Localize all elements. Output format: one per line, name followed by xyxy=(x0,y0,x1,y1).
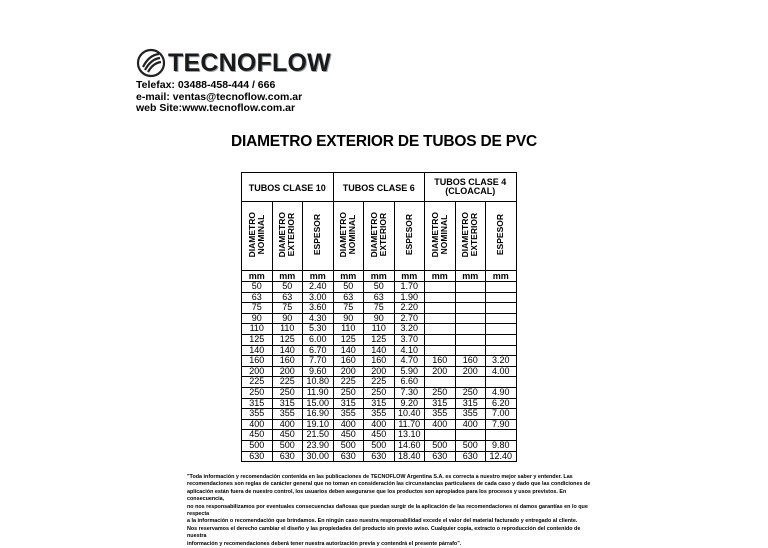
table-cell: 250 xyxy=(364,387,395,398)
table-cell: 7.00 xyxy=(486,409,517,420)
table-cell: 200 xyxy=(333,366,364,377)
table-cell: 12.40 xyxy=(486,451,517,462)
telefax-line: Telefax: 03488-458-444 / 666 xyxy=(136,79,276,91)
table-cell: 160 xyxy=(272,356,303,367)
table-cell: 4.00 xyxy=(486,366,517,377)
table-cell: 225 xyxy=(364,377,395,388)
table-cell: 13.10 xyxy=(394,430,425,441)
table-cell: 110 xyxy=(272,324,303,335)
table-cell: 400 xyxy=(242,419,273,430)
table-cell: 315 xyxy=(272,398,303,409)
table-row xyxy=(242,324,517,335)
table-cell: 315 xyxy=(364,398,395,409)
table-cell: 355 xyxy=(272,409,303,420)
unit-cell: mm xyxy=(242,271,273,282)
table-cell xyxy=(486,377,517,388)
table-cell: 3.60 xyxy=(303,303,334,314)
disclaimer-line: no nos responsabilizamos por eventuales consecuencias dañosas que puedan surgir de la aplicación de las recomendaciones ni damos garantías en lo que respecta xyxy=(187,503,588,518)
unit-cell: mm xyxy=(364,271,395,282)
column-header-espesor xyxy=(394,202,425,271)
unit-row xyxy=(242,271,517,282)
disclaimer-line: "Toda información y recomendación contenida en las publicaciones de TECNOFLOW Argentina S.A. es correcta a nuestro mejor saber y entender. Las xyxy=(187,474,573,480)
table-cell: 160 xyxy=(425,356,456,367)
table-cell: 7.90 xyxy=(486,419,517,430)
table-cell xyxy=(486,313,517,324)
table-body xyxy=(242,282,517,462)
table-cell: 11.90 xyxy=(303,387,334,398)
group-header-clase-6: TUBOS CLASE 6 xyxy=(333,173,425,202)
table-cell: 200 xyxy=(425,366,456,377)
table-cell: 4.10 xyxy=(394,345,425,356)
table-cell: 140 xyxy=(364,345,395,356)
table-cell: 16.90 xyxy=(303,409,334,420)
unit-cell: mm xyxy=(333,271,364,282)
table-cell: 50 xyxy=(272,282,303,293)
table-cell: 18.40 xyxy=(394,451,425,462)
column-header-label xyxy=(313,214,322,255)
table-row xyxy=(242,292,517,303)
website-line: web Site:www.tecnoflow.com.ar xyxy=(136,102,296,114)
column-header-label xyxy=(496,214,505,255)
company-logo xyxy=(136,48,331,78)
table-row xyxy=(242,409,517,420)
table-cell: 50 xyxy=(364,282,395,293)
table-cell: 250 xyxy=(455,387,486,398)
table-cell: 250 xyxy=(333,387,364,398)
table-cell: 125 xyxy=(364,334,395,345)
disclaimer-line: a la información o recomendación que brindamos. En ningún caso nuestra responsabilidad excede el valor del material facturado y entregado al cliente. xyxy=(187,518,578,525)
table-row xyxy=(242,440,517,451)
column-header-exterior xyxy=(364,202,395,271)
table-cell: 500 xyxy=(425,440,456,451)
table-cell: 10.80 xyxy=(303,377,334,388)
unit-cell: mm xyxy=(303,271,334,282)
table-cell: 9.80 xyxy=(486,440,517,451)
table-row xyxy=(242,377,517,388)
table-cell: 63 xyxy=(333,292,364,303)
column-header-label xyxy=(405,214,414,255)
table-row xyxy=(242,313,517,324)
column-header-line: DIAMETRO xyxy=(460,212,471,258)
column-header-exterior xyxy=(455,202,486,271)
table-row xyxy=(242,303,517,314)
table-cell xyxy=(455,292,486,303)
column-header-nominal xyxy=(425,202,456,271)
tecnoflow-logo-icon xyxy=(136,48,166,78)
table-cell xyxy=(455,313,486,324)
table-cell xyxy=(455,324,486,335)
table-cell: 50 xyxy=(242,282,273,293)
table-cell xyxy=(455,303,486,314)
table-cell: 2.40 xyxy=(303,282,334,293)
table-cell: 19.10 xyxy=(303,419,334,430)
table-cell: 9.60 xyxy=(303,366,334,377)
unit-cell: mm xyxy=(425,271,456,282)
table-cell: 140 xyxy=(333,345,364,356)
table-cell xyxy=(486,334,517,345)
pvc-diameter-table xyxy=(241,172,517,462)
table-cell xyxy=(486,303,517,314)
table-cell: 75 xyxy=(333,303,364,314)
table-row xyxy=(242,356,517,367)
email-line: e-mail: ventas@tecnoflow.com.ar xyxy=(136,90,303,103)
unit-cell: mm xyxy=(455,271,486,282)
disclaimer-line: aplicación están fuera de nuestro control, los usuarios deben asegurarse que los productos son apropiados para los procesos y usos previstos. En consecuencia, xyxy=(187,488,567,503)
table-row xyxy=(242,451,517,462)
table-cell: 1.70 xyxy=(394,282,425,293)
table-cell: 355 xyxy=(455,409,486,420)
table-cell: 110 xyxy=(364,324,395,335)
table-cell: 500 xyxy=(455,440,486,451)
table-cell: 2.70 xyxy=(394,313,425,324)
disclaimer-line: Nos reservamos el derecho cambiar el diseño y las propiedades del producto sin previo aviso. Cualquier copia, extracto o reproducción del contenido de nuestra xyxy=(187,525,581,540)
table-cell: 450 xyxy=(272,430,303,441)
table-cell: 200 xyxy=(242,366,273,377)
table-cell: 6.20 xyxy=(486,398,517,409)
table-cell: 200 xyxy=(272,366,303,377)
table-cell: 315 xyxy=(425,398,456,409)
table-cell: 4.70 xyxy=(394,356,425,367)
table-cell: 15.00 xyxy=(303,398,334,409)
table-cell: 6.00 xyxy=(303,334,334,345)
table-cell: 3.70 xyxy=(394,334,425,345)
table-cell: 315 xyxy=(455,398,486,409)
table-cell: 14.60 xyxy=(394,440,425,451)
column-header-line: EXTERIOR xyxy=(377,213,388,257)
table-cell xyxy=(455,334,486,345)
table-cell xyxy=(425,303,456,314)
table-cell: 250 xyxy=(425,387,456,398)
column-header-line: NOMINAL xyxy=(255,214,266,255)
table-cell: 63 xyxy=(242,292,273,303)
table-cell: 5.30 xyxy=(303,324,334,335)
table-cell: 4.30 xyxy=(303,313,334,324)
table-cell xyxy=(486,430,517,441)
table-cell: 4.90 xyxy=(486,387,517,398)
table-cell: 500 xyxy=(272,440,303,451)
table-cell: 630 xyxy=(364,451,395,462)
table-cell: 50 xyxy=(333,282,364,293)
table-cell: 3.00 xyxy=(303,292,334,303)
table-cell: 125 xyxy=(242,334,273,345)
table-cell: 11.70 xyxy=(394,419,425,430)
group-header-clase-4-line1: TUBOS CLASE 4 xyxy=(434,176,507,187)
table-cell xyxy=(455,377,486,388)
table-cell: 1.90 xyxy=(394,292,425,303)
table-cell: 7.30 xyxy=(394,387,425,398)
group-header-clase-4 xyxy=(425,173,517,202)
table-cell: 7.70 xyxy=(303,356,334,367)
table-cell: 160 xyxy=(242,356,273,367)
table-cell: 225 xyxy=(242,377,273,388)
column-header-label xyxy=(278,212,296,257)
table-row xyxy=(242,419,517,430)
column-header-line: DIAMETRO xyxy=(277,212,288,258)
table-cell: 225 xyxy=(333,377,364,388)
table-cell: 315 xyxy=(242,398,273,409)
document-title: DIAMETRO EXTERIOR DE TUBOS DE PVC xyxy=(230,133,537,150)
column-header-label xyxy=(431,212,449,257)
group-header-clase-4-line2: (CLOACAL) xyxy=(445,186,496,196)
table-cell: 225 xyxy=(272,377,303,388)
table-cell xyxy=(455,345,486,356)
column-header-label xyxy=(248,212,266,257)
table-cell: 3.20 xyxy=(486,356,517,367)
column-header-line: NOMINAL xyxy=(347,214,358,255)
table-cell: 3.20 xyxy=(394,324,425,335)
table-row xyxy=(242,398,517,409)
table-cell xyxy=(425,313,456,324)
unit-cell: mm xyxy=(272,271,303,282)
table-cell: 63 xyxy=(272,292,303,303)
table-cell: 630 xyxy=(242,451,273,462)
table-cell: 450 xyxy=(364,430,395,441)
table-cell: 90 xyxy=(272,313,303,324)
table-cell: 75 xyxy=(272,303,303,314)
table-cell xyxy=(425,324,456,335)
column-header-espesor xyxy=(303,202,334,271)
table-cell: 355 xyxy=(425,409,456,420)
table-cell: 400 xyxy=(333,419,364,430)
disclaimer-line: recomendaciones son reglas de carácter general que no toman en consideración las circunstancias particulares de cada caso y dado que las condiciones de xyxy=(187,481,591,488)
table-row xyxy=(242,334,517,345)
table-cell: 9.20 xyxy=(394,398,425,409)
table-row xyxy=(242,387,517,398)
table-cell: 630 xyxy=(425,451,456,462)
column-header-label xyxy=(370,212,388,257)
table-cell xyxy=(486,324,517,335)
table-cell: 500 xyxy=(333,440,364,451)
column-header-line: NOMINAL xyxy=(438,214,449,255)
unit-cell: mm xyxy=(394,271,425,282)
table-cell: 630 xyxy=(272,451,303,462)
column-header-espesor xyxy=(486,202,517,271)
disclaimer xyxy=(187,474,597,548)
disclaimer-line: información y recomendaciones deberá tener nuestra autorización previa y contendrá el presente párrafo". xyxy=(187,540,462,547)
table-cell: 125 xyxy=(272,334,303,345)
table-cell: 90 xyxy=(242,313,273,324)
table-cell: 630 xyxy=(455,451,486,462)
table-cell: 450 xyxy=(333,430,364,441)
table-cell: 110 xyxy=(333,324,364,335)
table-cell: 250 xyxy=(272,387,303,398)
table-cell: 5.90 xyxy=(394,366,425,377)
table-cell: 355 xyxy=(364,409,395,420)
group-header-clase-10: TUBOS CLASE 10 xyxy=(242,173,334,202)
table-cell: 160 xyxy=(364,356,395,367)
column-header-row xyxy=(242,202,517,271)
column-header-label xyxy=(339,212,357,257)
table-cell: 140 xyxy=(242,345,273,356)
unit-cell: mm xyxy=(486,271,517,282)
table-cell: 90 xyxy=(364,313,395,324)
table-cell: 23.90 xyxy=(303,440,334,451)
table-row xyxy=(242,366,517,377)
column-header-line: EXTERIOR xyxy=(469,213,480,257)
table-cell: 500 xyxy=(364,440,395,451)
table-cell: 30.00 xyxy=(303,451,334,462)
table-cell: 75 xyxy=(364,303,395,314)
column-header-label xyxy=(461,212,479,257)
column-header-line: DIAMETRO xyxy=(246,212,257,258)
table-cell: 2.20 xyxy=(394,303,425,314)
table-cell xyxy=(425,345,456,356)
table-cell xyxy=(425,292,456,303)
brand-name: TECNOFLOW xyxy=(168,49,331,77)
table-cell: 500 xyxy=(242,440,273,451)
table-cell xyxy=(455,430,486,441)
table-cell: 75 xyxy=(242,303,273,314)
table-row xyxy=(242,430,517,441)
table-cell xyxy=(455,282,486,293)
table-cell: 400 xyxy=(364,419,395,430)
column-header-line: ESPESOR xyxy=(312,214,323,256)
table-cell: 630 xyxy=(333,451,364,462)
table-cell: 315 xyxy=(333,398,364,409)
table-cell xyxy=(486,345,517,356)
column-header-nominal xyxy=(242,202,273,271)
table-cell: 200 xyxy=(455,366,486,377)
column-header-line: DIAMETRO xyxy=(338,212,349,258)
table-cell: 125 xyxy=(333,334,364,345)
table-cell xyxy=(486,282,517,293)
column-header-line: ESPESOR xyxy=(495,214,506,256)
table-cell xyxy=(425,282,456,293)
table-cell: 160 xyxy=(333,356,364,367)
contact-info xyxy=(136,80,302,115)
table-cell: 400 xyxy=(272,419,303,430)
table-cell: 110 xyxy=(242,324,273,335)
table-cell: 10.40 xyxy=(394,409,425,420)
table-cell: 21.50 xyxy=(303,430,334,441)
table-cell xyxy=(425,430,456,441)
table-cell: 250 xyxy=(242,387,273,398)
column-header-line: DIAMETRO xyxy=(429,212,440,258)
table-cell: 200 xyxy=(364,366,395,377)
table-cell: 160 xyxy=(455,356,486,367)
table-cell: 355 xyxy=(242,409,273,420)
table-cell: 140 xyxy=(272,345,303,356)
table-cell: 90 xyxy=(333,313,364,324)
table-cell: 6.60 xyxy=(394,377,425,388)
table-cell: 400 xyxy=(425,419,456,430)
table-cell: 6.70 xyxy=(303,345,334,356)
table-cell: 400 xyxy=(455,419,486,430)
table-cell: 450 xyxy=(242,430,273,441)
table-row xyxy=(242,282,517,293)
table-cell xyxy=(486,292,517,303)
table-cell xyxy=(425,334,456,345)
column-header-line: EXTERIOR xyxy=(286,213,297,257)
column-header-nominal xyxy=(333,202,364,271)
table-cell: 63 xyxy=(364,292,395,303)
table-row xyxy=(242,345,517,356)
table-cell: 355 xyxy=(333,409,364,420)
column-header-line: ESPESOR xyxy=(403,214,414,256)
column-header-exterior xyxy=(272,202,303,271)
table-cell xyxy=(425,377,456,388)
column-header-line: DIAMETRO xyxy=(368,212,379,258)
